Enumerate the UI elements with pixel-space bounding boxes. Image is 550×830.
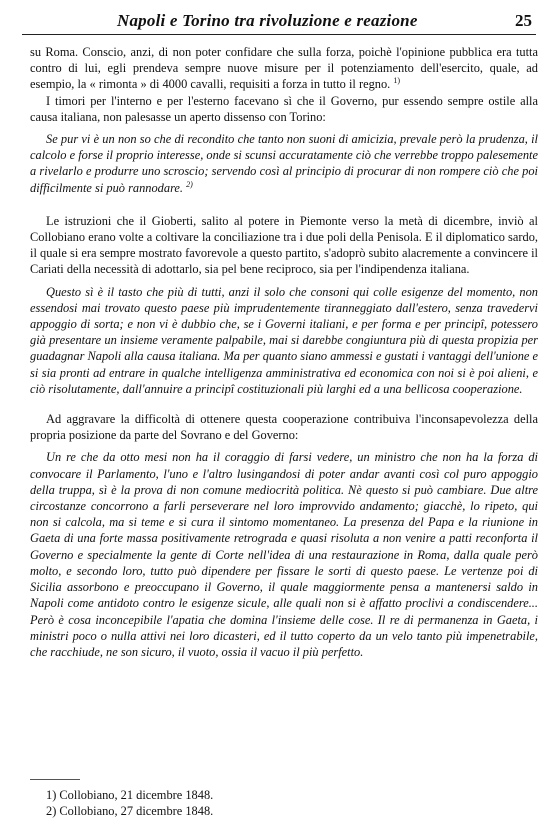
block-quote: Un re che da otto mesi non ha il coraggio di farsi vedere, un ministro che non ha la forza di convocare il Parlamento, l'uno e l'altro lusingandosi di poter andar avanti così col puro appoggio della truppa, sì è la prova di non comune mediocrità politica. Nè questo si può cambiare. Due altre circostanze concorrono a farli perseverare nel loro improvvido andamento; giacchè, lo ripeto, qui non si calcola, ma si teme e si cura il sintomo momentaneo. La presenza del Papa e la riunione in Gaeta di una forte massa positivamente retrograda e quasi risoluta a non venire a patti reconforta il Governo e specialmente la gente di Corte nell'idea di una restaurazione in Roma, dalla quale però molto, e secondo loro, tutto può dipendere per fissare le sorti di questo paese. Le vertenze poi di Sicilia assorbono e preoccupano il Governo, il quale maggiormente pensa a mantenersi saldo in Napoli come antidoto contro le esigenze sicule, alle quali non si è affatto proclivi a condiscendere... Però è cosa inconcepibile l'apatia che domina l'insieme delle cose. Il re di permanenza in Gaeta, i ministri poco o nulla attivi nei loro dicasteri, ed il tutto coperto da un velo tanto più impenetrabile, che racchiude, ne son sicuro, il vuoto, ossia il vacuo il più perfetto. [30, 450, 538, 659]
footnote-ref: 1) [393, 76, 401, 86]
page-body [30, 44, 538, 660]
page-number: 25 [515, 11, 532, 30]
footnote: 2) Collobiano, 27 dicembre 1848. [46, 804, 214, 818]
footnotes [46, 787, 213, 819]
block-quote [30, 131, 538, 196]
footnote: 1) Collobiano, 21 dicembre 1848. [46, 788, 214, 802]
footnote-rule [30, 779, 80, 780]
paragraph [30, 44, 538, 93]
spacer [30, 196, 538, 213]
paragraph: Le istruzioni che il Gioberti, salito al potere in Piemonte verso la metà di dicembre, inviò al Collobiano erano volte a coltivare la conciliazione tra i due poli della Penisola. E il diplomatico sardo, il quale si era sempre mostrato favorevole a questo partito, s'adoprò subito alacremente a convincere il Cariati della necessità di adottarlo, sia pel bene reciproco, sia per l'indipendenza italiana. [30, 213, 538, 277]
running-header [22, 8, 536, 35]
quote-text: Se pur vi è un non so che di recondito che tanto non suoni di amicizia, prevale però la prudenza, il calcolo e forse il proprio interesse, onde si scunsi accuratamente ciò che verrebbe troppo palesemente a rivelarlo e produrre uno scroscio; servendo così al principio di procurar di non rompere ciò che poi difficilmente si può rannodare. [30, 132, 538, 195]
block-quote: Questo sì è il tasto che più di tutti, anzi il solo che consoni qui colle esigenze del momento, non essendosi mai trovato questo paese più imprudentemente tiranneggiato dall'estero, senza travedervi appoggio di sorta; e non vi è dubbio che, se i Governi italiani, e per forma e per principî, potessero già presentare un insieme veramente palpabile, mai si darebbe congiuntura più di questa propizia per guadagnar Napoli alla causa italiana. Ma per quanto siano ammessi e gustati i vantaggi dell'unione e si sia pronti ad entrare in qualche intelligenza amministrativa ed economica con noi si è poi alieni, e ciò risolutamente, dall'annuire a principî costituzionali più larghi ed a una bellicosa cooperazione. [30, 284, 538, 396]
footnote-ref: 2) [186, 179, 193, 189]
spacer [30, 397, 538, 411]
paragraph: Ad aggravare la difficoltà di ottenere questa cooperazione contribuiva l'inconsapevolezza della propria posizione da parte del Sovrano e del Governo: [30, 412, 538, 443]
paragraph: I timori per l'interno e per l'esterno facevano sì che il Governo, pur essendo sempre ostile alla causa italiana, non palesasse un aperto dissenso con Torino: [30, 93, 538, 124]
paragraph-text: su Roma. Conscio, anzi, di non poter confidare che sulla forza, poichè l'opinione pubblica era tutta contro di lui, egli prendeva sempre nuove misure per il potenziamento dell'esercito, quale, ad esempio, la « rimonta » di 4000 cavalli, requisiti a forza in tutto il regno. [30, 45, 538, 92]
running-title: Napoli e Torino tra rivoluzione e reazione [117, 11, 418, 30]
